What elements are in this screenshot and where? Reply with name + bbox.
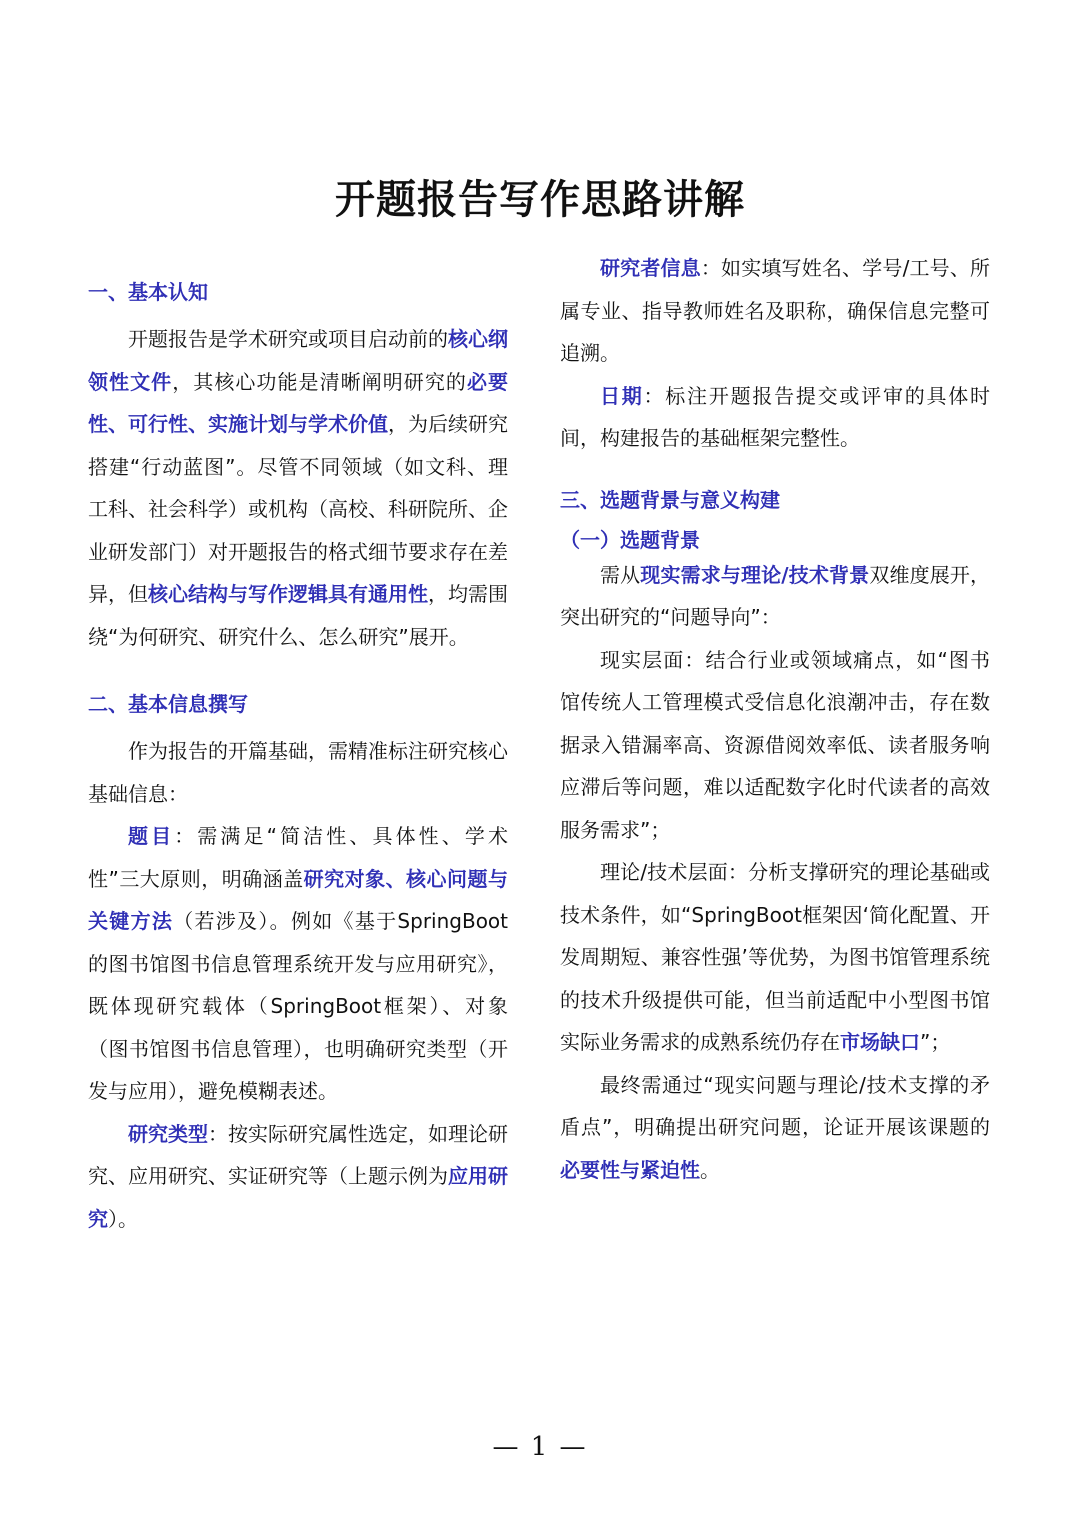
label-topic: 题目 <box>128 824 175 848</box>
section-1-paragraph: 开题报告是学术研究或项目启动前的核心纲领性文件，其核心功能是清晰阐明研究的必要性、可行性、实施计划与学术价值，为后续研究搭建“行动蓝图”。尽管不同领域（如文科、理工科、社会科学）或机构（高校、科研院所、企业研发部门）对开题报告的格式细节要求存在差异，但核心结构与写作逻辑具有通用性，均需围绕“为何研究、研究什么、怎么研究”展开。 <box>88 327 509 649</box>
section-3-subheading: （一）选题背景 <box>560 527 700 552</box>
research-type-paragraph: 研究类型：按实际研究属性选定，如理论研究、应用研究、实证研究等（上题示例为应用研究）。 <box>88 1121 508 1231</box>
label-date: 日期 <box>600 383 644 408</box>
highlight-text: 市场缺口 <box>840 1030 920 1054</box>
highlight-text: 研究对象、核心问题与关键方法 <box>88 866 508 933</box>
topic-paragraph: 题目：需满足“简洁性、具体性、学术性”三大原则，明确涵盖研究对象、核心问题与关键方法（若涉及）。例如《基于SpringBoot的图书馆图书信息管理系统开发与应用研究》，既体现研究载体（SpringBoot框架）、对象（图书馆图书信息管理），也明确研究类型（开发与应用），避免模糊表述。 <box>88 824 509 1103</box>
date-paragraph: 日期：标注开题报告提交或评审的具体时间，构建报告的基础框架完整性。 <box>560 383 991 450</box>
highlight-text: 必要性、可行性、实施计划与学术价值 <box>88 369 509 436</box>
left-column <box>88 248 508 1240</box>
highlight-text: 核心结构与写作逻辑具有通用性 <box>148 582 428 606</box>
section-2-heading: 二、基本信息撰写 <box>88 692 248 716</box>
section-3-heading: 三、选题背景与意义构建 <box>560 487 780 512</box>
reality-paragraph: 现实层面：结合行业或领域痛点，如“图书馆传统人工管理模式受信息化浪潮冲击，存在数据录入错漏率高、资源借阅效率低、读者服务响应滞后等问题，难以适配数字化时代读者的高效服务需求”； <box>560 647 990 842</box>
section-1-heading: 一、基本认知 <box>88 280 208 304</box>
highlight-text: 现实需求与理论/技术背景 <box>640 562 870 587</box>
label-researcher: 研究者信息 <box>600 256 701 280</box>
highlight-text: 必要性与紧迫性 <box>560 1157 700 1182</box>
right-column <box>560 247 990 1191</box>
conclusion-paragraph: 最终需通过“现实问题与理论/技术支撑的矛盾点”，明确提出研究问题，论证开展该课题的必要性与紧迫性。 <box>560 1072 990 1182</box>
researcher-info-paragraph: 研究者信息：如实填写姓名、学号/工号、所属专业、指导教师姓名及职称，确保信息完整可追溯。 <box>560 256 990 365</box>
highlight-text: 应用研究 <box>88 1164 508 1231</box>
background-paragraph: 需从现实需求与理论/技术背景双维度展开，突出研究的“问题导向”： <box>560 562 991 629</box>
page-number: — 1 — <box>492 1432 588 1462</box>
highlight-text: 核心纲领性文件 <box>88 327 508 394</box>
theory-paragraph: 理论/技术层面：分析支撑研究的理论基础或技术条件，如“SpringBoot框架因‘简化配置、开发周期短、兼容性强’等优势，为图书馆管理系统的技术升级提供可能，但当前适配中小型图书馆实际业务需求的成熟系统仍存在市场缺口”； <box>560 860 990 1054</box>
section-2-intro: 作为报告的开篇基础，需精准标注研究核心基础信息： <box>88 739 508 806</box>
label-research-type: 研究类型 <box>128 1121 208 1146</box>
document-title: 开题报告写作思路讲解 <box>335 177 745 223</box>
